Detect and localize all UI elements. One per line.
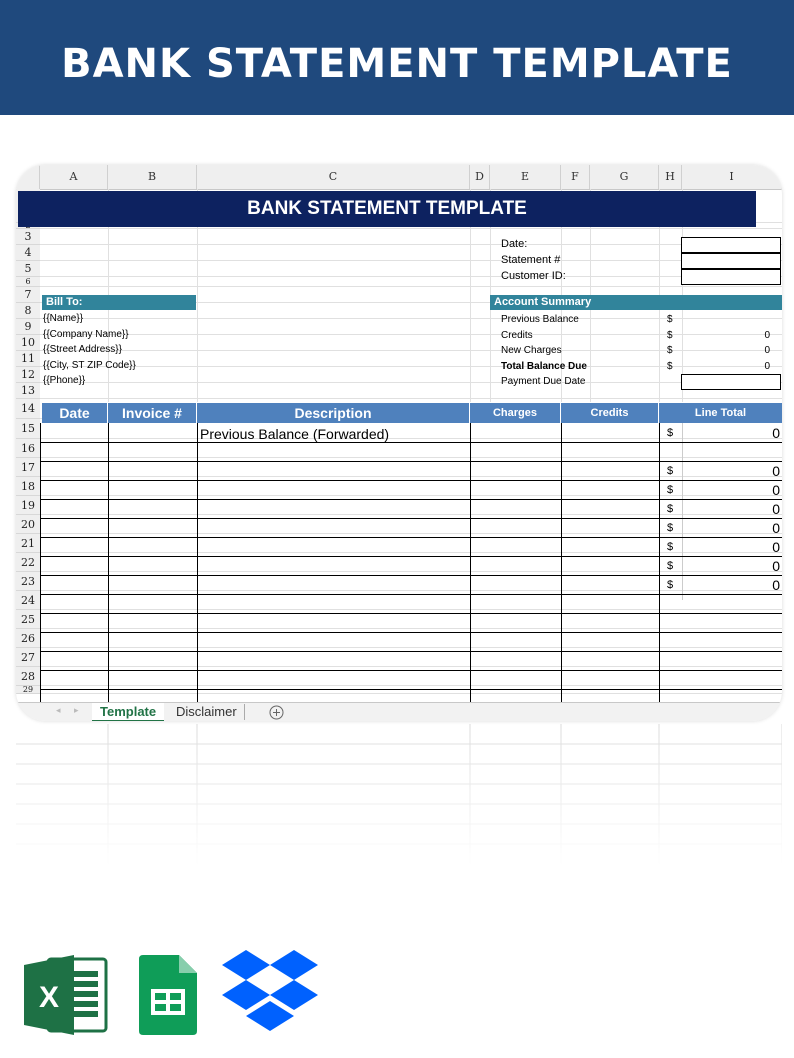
summary-label: Previous Balance <box>501 314 579 325</box>
row-gridline <box>40 609 782 610</box>
bill-to-line[interactable]: {{Company Name}} <box>43 328 129 340</box>
table-row-border <box>40 670 782 671</box>
table-row-border <box>40 594 782 595</box>
summary-currency: $ <box>667 329 673 341</box>
col-description-header: Description <box>197 403 470 423</box>
col-charges-header: Charges <box>470 403 561 423</box>
header-field-label: Date: <box>501 238 528 250</box>
line-total-value[interactable]: 0 <box>772 577 780 593</box>
column-header-e[interactable]: E <box>490 165 561 189</box>
col-invoice-header: Invoice # <box>108 403 197 423</box>
line-total-value[interactable]: 0 <box>772 482 780 498</box>
row-header-22[interactable]: 22 <box>16 553 40 572</box>
table-row-border <box>40 442 782 443</box>
row-gridline <box>40 628 782 629</box>
row-header-17[interactable]: 17 <box>16 458 40 477</box>
row-gridline <box>40 693 782 694</box>
header-field-input[interactable] <box>681 253 781 269</box>
row-header-9[interactable]: 9 <box>16 319 40 335</box>
table-column-border <box>40 423 41 702</box>
row-gridline <box>40 260 782 261</box>
header-field-input[interactable] <box>681 237 781 253</box>
bill-to-header: Bill To: <box>42 295 196 310</box>
tab-scroll-left-icon[interactable]: ◂ <box>56 705 61 715</box>
table-column-border <box>108 423 109 702</box>
currency-column-border <box>682 423 683 600</box>
line-total-value[interactable]: 0 <box>772 501 780 517</box>
table-row-border <box>40 651 782 652</box>
table-column-border <box>659 423 660 702</box>
row-header-21[interactable]: 21 <box>16 534 40 553</box>
tab-disclaimer[interactable]: Disclaimer <box>176 704 237 719</box>
line-total-value[interactable]: 0 <box>772 539 780 555</box>
first-row-description: Previous Balance (Forwarded) <box>200 426 390 442</box>
col-line-total-header: Line Total <box>659 403 782 423</box>
bill-to-line[interactable]: {{Name}} <box>43 313 84 324</box>
row-gridline <box>40 276 782 277</box>
bill-to-line[interactable]: {{Phone}} <box>43 375 86 386</box>
row-gridline <box>40 685 782 686</box>
col-credits-header: Credits <box>561 403 659 423</box>
bill-to-line[interactable]: {{City, ST ZIP Code}} <box>43 359 136 371</box>
sheet-title-bar: BANK STATEMENT TEMPLATE <box>18 191 756 227</box>
tab-scroll-right-icon[interactable]: ▸ <box>74 705 79 715</box>
dropbox-icon <box>222 950 318 1043</box>
line-total-currency: $ <box>667 427 674 439</box>
summary-currency: $ <box>667 360 673 372</box>
column-header-i[interactable]: I <box>682 165 782 189</box>
column-header-c[interactable]: C <box>197 165 470 189</box>
header-field-label: Statement # <box>501 254 561 266</box>
row-gridline <box>40 398 782 399</box>
line-total-value[interactable]: 0 <box>772 558 780 574</box>
summary-label: Total Balance Due <box>501 360 587 372</box>
row-header-19[interactable]: 19 <box>16 496 40 515</box>
table-column-border <box>470 423 471 702</box>
column-header-g[interactable]: G <box>590 165 659 189</box>
summary-currency: $ <box>667 314 673 325</box>
row-gridline <box>40 666 782 667</box>
row-header-8[interactable]: 8 <box>16 303 40 319</box>
column-header-f[interactable]: F <box>561 165 590 189</box>
row-header-11[interactable]: 11 <box>16 351 40 367</box>
line-total-value[interactable]: 0 <box>772 520 780 536</box>
row-header-4[interactable]: 4 <box>16 245 40 261</box>
row-header-10[interactable]: 10 <box>16 335 40 351</box>
row-gridline <box>40 244 782 245</box>
row-header-6[interactable]: 6 <box>16 277 40 287</box>
summary-label: Credits <box>501 329 533 341</box>
row-header-28[interactable]: 28 <box>16 667 40 686</box>
row-gridline <box>40 382 782 383</box>
header-field-label: Customer ID: <box>501 270 566 282</box>
tab-divider <box>244 704 245 720</box>
row-header-27[interactable]: 27 <box>16 648 40 667</box>
table-row-border <box>40 689 782 690</box>
line-total-currency: $ <box>667 465 674 477</box>
line-total-currency: $ <box>667 522 674 534</box>
row-header-29[interactable]: 29 <box>16 686 40 694</box>
payment-due-date-input[interactable] <box>681 374 781 390</box>
header-field-input[interactable] <box>681 269 781 285</box>
row-gridline <box>40 228 782 229</box>
row-header-5[interactable]: 5 <box>16 261 40 277</box>
select-all-corner[interactable] <box>16 165 40 189</box>
row-header-20[interactable]: 20 <box>16 515 40 534</box>
line-total-currency: $ <box>667 541 674 553</box>
row-header-13[interactable]: 13 <box>16 383 40 399</box>
column-header-b[interactable]: B <box>108 165 197 189</box>
row-header-25[interactable]: 25 <box>16 610 40 629</box>
google-sheets-icon <box>139 955 197 1040</box>
column-header-d[interactable]: D <box>470 165 490 189</box>
table-row-border <box>40 613 782 614</box>
sheet-tab-bar <box>16 702 782 721</box>
svg-text:X: X <box>38 981 60 1014</box>
summary-label: New Charges <box>501 345 562 356</box>
plus-circle-icon[interactable] <box>269 705 284 720</box>
row-header-16[interactable]: 16 <box>16 439 40 458</box>
row-header-24[interactable]: 24 <box>16 591 40 610</box>
page-banner <box>0 0 794 115</box>
sheet-reflection <box>16 724 782 864</box>
row-header-26[interactable]: 26 <box>16 629 40 648</box>
bill-to-line[interactable]: {{Street Address}} <box>43 344 122 355</box>
table-row-border <box>40 632 782 633</box>
row-header-14[interactable]: 14 <box>16 399 40 419</box>
summary-value[interactable]: 0 <box>764 329 770 341</box>
row-header-3[interactable]: 3 <box>16 229 40 245</box>
row-gridline <box>40 286 782 287</box>
page-title: BANK STATEMENT TEMPLATE <box>61 40 733 87</box>
row-header-12[interactable]: 12 <box>16 367 40 383</box>
row-gridline <box>40 457 782 458</box>
line-total-value[interactable]: 0 <box>772 463 780 479</box>
summary-label: Payment Due Date <box>501 376 586 387</box>
line-total-currency: $ <box>667 503 674 515</box>
row-header-23[interactable]: 23 <box>16 572 40 591</box>
summary-currency: $ <box>667 345 673 356</box>
row-header-15[interactable]: 15 <box>16 419 40 439</box>
column-header-a[interactable]: A <box>40 165 108 189</box>
line-total-currency: $ <box>667 560 674 572</box>
row-header-18[interactable]: 18 <box>16 477 40 496</box>
line-total-currency: $ <box>667 579 674 591</box>
account-summary-header: Account Summary <box>490 295 782 310</box>
line-total-value[interactable]: 0 <box>772 425 780 441</box>
column-header-bar <box>16 165 782 190</box>
tab-template[interactable]: Template <box>92 703 164 721</box>
row-gridline <box>40 647 782 648</box>
summary-value[interactable]: 0 <box>764 345 770 356</box>
table-column-border <box>197 423 198 702</box>
summary-value[interactable]: 0 <box>764 360 770 372</box>
row-header-7[interactable]: 7 <box>16 287 40 303</box>
excel-icon <box>24 955 108 1040</box>
column-header-h[interactable]: H <box>659 165 682 189</box>
col-date-header: Date <box>42 403 108 423</box>
line-total-currency: $ <box>667 484 674 496</box>
spreadsheet-preview <box>16 165 782 721</box>
table-column-border <box>561 423 562 702</box>
